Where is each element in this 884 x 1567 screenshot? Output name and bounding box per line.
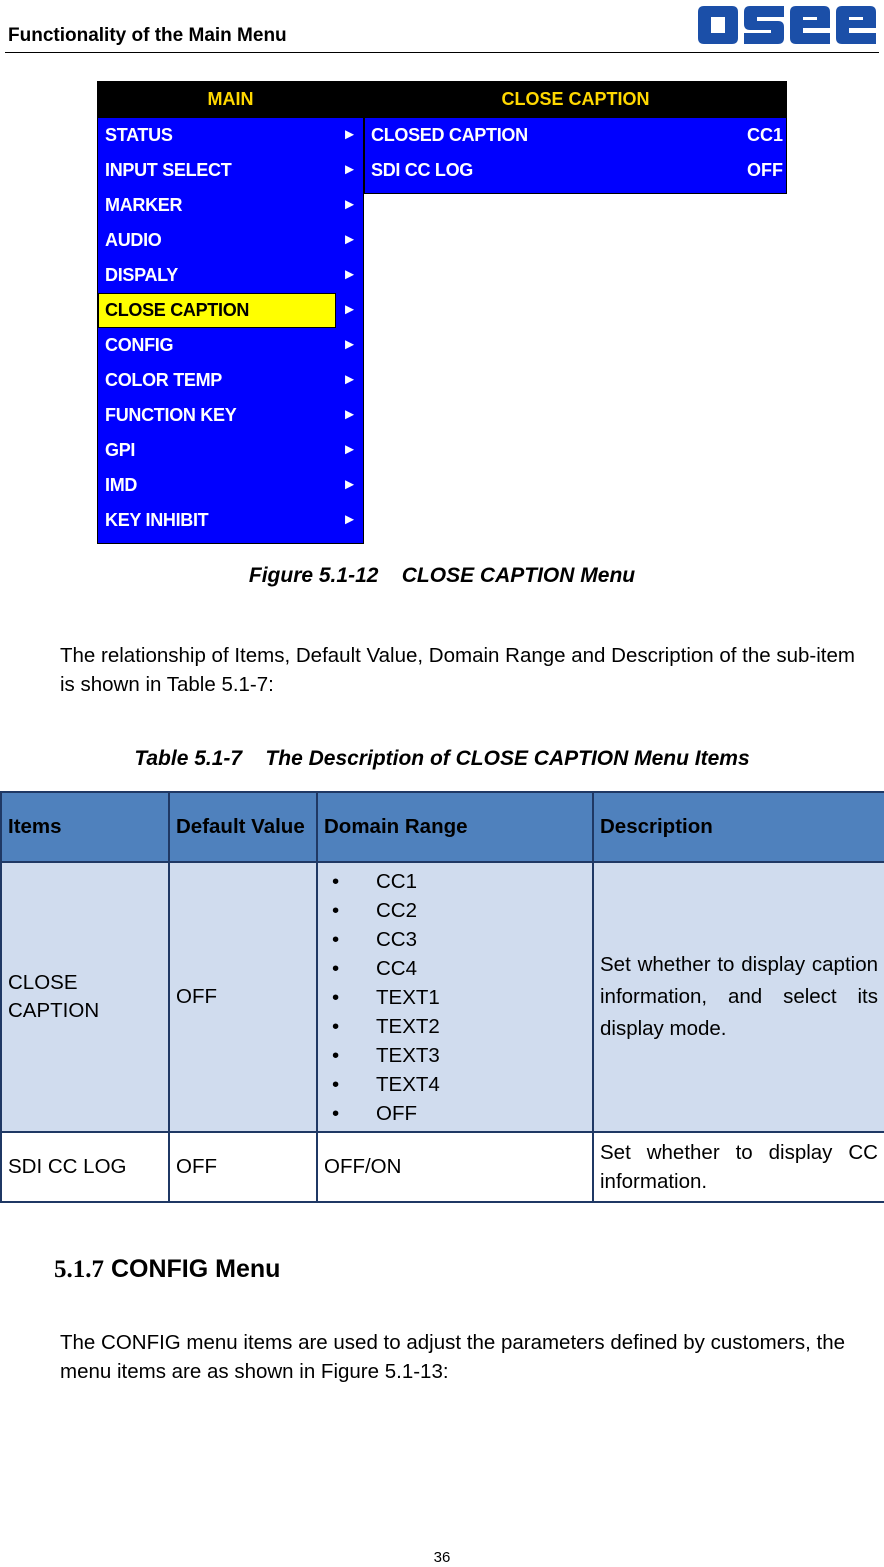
menu-item-label: KEY INHIBIT: [105, 510, 209, 530]
osee-logo: [694, 4, 878, 46]
cell-range: [317, 862, 593, 1132]
bullet-icon: •: [332, 898, 340, 922]
bullet-icon: •: [332, 927, 340, 951]
arrow-right-icon: ►: [342, 126, 357, 143]
list-item: • TEXT4: [332, 1070, 586, 1099]
list-item: • TEXT2: [332, 1012, 586, 1041]
table-row: [1, 862, 884, 1132]
intro-paragraph: The relationship of Items, Default Value, Domain Range and Description of the sub-item is shown in Table 5.1-7:: [60, 644, 855, 696]
menu-item-marker[interactable]: [98, 188, 363, 223]
cell-default: OFF: [169, 862, 317, 1132]
section-number: 5.1.7: [54, 1256, 104, 1283]
arrow-right-icon: ►: [342, 196, 357, 213]
menu-item-status[interactable]: [98, 118, 363, 153]
bullet-icon: •: [332, 1072, 340, 1096]
cell-default: OFF: [169, 1132, 317, 1202]
bullet-icon: •: [332, 869, 340, 893]
description-table: [0, 791, 884, 1203]
header-divider: [5, 52, 879, 53]
close-caption-menu-title: CLOSE CAPTION: [365, 82, 786, 118]
arrow-right-icon: ►: [342, 231, 357, 248]
arrow-right-icon: ►: [342, 161, 357, 178]
menu-item-input-select[interactable]: [98, 153, 363, 188]
menu-item-label: CLOSE CAPTION: [105, 300, 250, 320]
section-title: CONFIG Menu: [110, 1255, 281, 1283]
menu-item-label: CONFIG: [105, 335, 174, 355]
menu-item-config[interactable]: [98, 328, 363, 363]
close-caption-menu-panel: [364, 81, 787, 194]
bullet-icon: •: [332, 1014, 340, 1038]
page-number: 36: [433, 1549, 451, 1566]
bullet-icon: •: [332, 956, 340, 980]
header-items: Items: [1, 792, 169, 862]
list-item: • TEXT3: [332, 1041, 586, 1070]
menu-item-close-caption[interactable]: [98, 293, 363, 328]
cell-item: CLOSE CAPTION: [1, 862, 169, 1132]
menu-item-label: STATUS: [105, 125, 173, 145]
list-item: • CC1: [332, 867, 586, 896]
menu-item-color-temp[interactable]: [98, 363, 363, 398]
table-header-row: [1, 792, 884, 862]
list-item: • TEXT1: [332, 983, 586, 1012]
cell-description: Set whether to display CC information.: [593, 1132, 884, 1202]
submenu-item-value: OFF: [747, 160, 783, 180]
menu-item-label: FUNCTION KEY: [105, 405, 237, 425]
menu-item-gpi[interactable]: [98, 433, 363, 468]
menu-item-label: INPUT SELECT: [105, 160, 232, 180]
arrow-right-icon: ►: [342, 371, 357, 388]
bullet-icon: •: [332, 1101, 340, 1125]
section-paragraph: The CONFIG menu items are used to adjust the parameters defined by customers, the menu items are as shown in Figure 5.1-13:: [60, 1331, 846, 1383]
menu-item-imd[interactable]: [98, 468, 363, 503]
arrow-right-icon: ►: [342, 266, 357, 283]
submenu-item-closed-caption[interactable]: [365, 118, 786, 153]
bullet-icon: •: [332, 985, 340, 1009]
menu-item-audio[interactable]: [98, 223, 363, 258]
header-title: Functionality of the Main Menu: [8, 25, 287, 46]
header-description: Description: [593, 792, 884, 862]
figure-caption: Figure 5.1-12 CLOSE CAPTION Menu: [248, 564, 636, 587]
menu-item-label: DISPALY: [105, 265, 178, 285]
header-default-value: Default Value: [169, 792, 317, 862]
arrow-right-icon: ►: [342, 336, 357, 353]
header-domain-range: Domain Range: [317, 792, 593, 862]
list-item: • CC2: [332, 896, 586, 925]
arrow-right-icon: ►: [342, 406, 357, 423]
table-row: [1, 1132, 884, 1202]
arrow-right-icon: ►: [342, 476, 357, 493]
table-caption: Table 5.1-7 The Description of CLOSE CAPTION Menu Items: [134, 747, 750, 770]
cell-range: OFF/ON: [317, 1132, 593, 1202]
menu-item-label: IMD: [105, 475, 138, 495]
menu-item-label: AUDIO: [105, 230, 162, 250]
submenu-item-label: CLOSED CAPTION: [371, 125, 528, 145]
submenu-item-sdi-cc-log[interactable]: [365, 153, 786, 188]
section-heading: [54, 1255, 280, 1284]
menu-item-label: GPI: [105, 440, 136, 460]
cell-item: SDI CC LOG: [1, 1132, 169, 1202]
submenu-item-label: SDI CC LOG: [371, 160, 474, 180]
bullet-icon: •: [332, 1043, 340, 1067]
main-menu-panel: [97, 81, 364, 544]
arrow-right-icon: ►: [342, 301, 357, 318]
cell-description: Set whether to display caption information, and select its display mode.: [593, 862, 884, 1132]
submenu-item-value: CC1: [746, 125, 783, 145]
list-item: • CC4: [332, 954, 586, 983]
list-item: • OFF: [332, 1099, 586, 1128]
arrow-right-icon: ►: [342, 511, 357, 528]
main-menu-title: MAIN: [98, 82, 363, 118]
list-item: • CC3: [332, 925, 586, 954]
menu-item-display[interactable]: [98, 258, 363, 293]
menu-item-label: MARKER: [105, 195, 183, 215]
menu-item-key-inhibit[interactable]: [98, 503, 363, 538]
menu-item-function-key[interactable]: [98, 398, 363, 433]
menu-item-label: COLOR TEMP: [105, 370, 222, 390]
arrow-right-icon: ►: [342, 441, 357, 458]
